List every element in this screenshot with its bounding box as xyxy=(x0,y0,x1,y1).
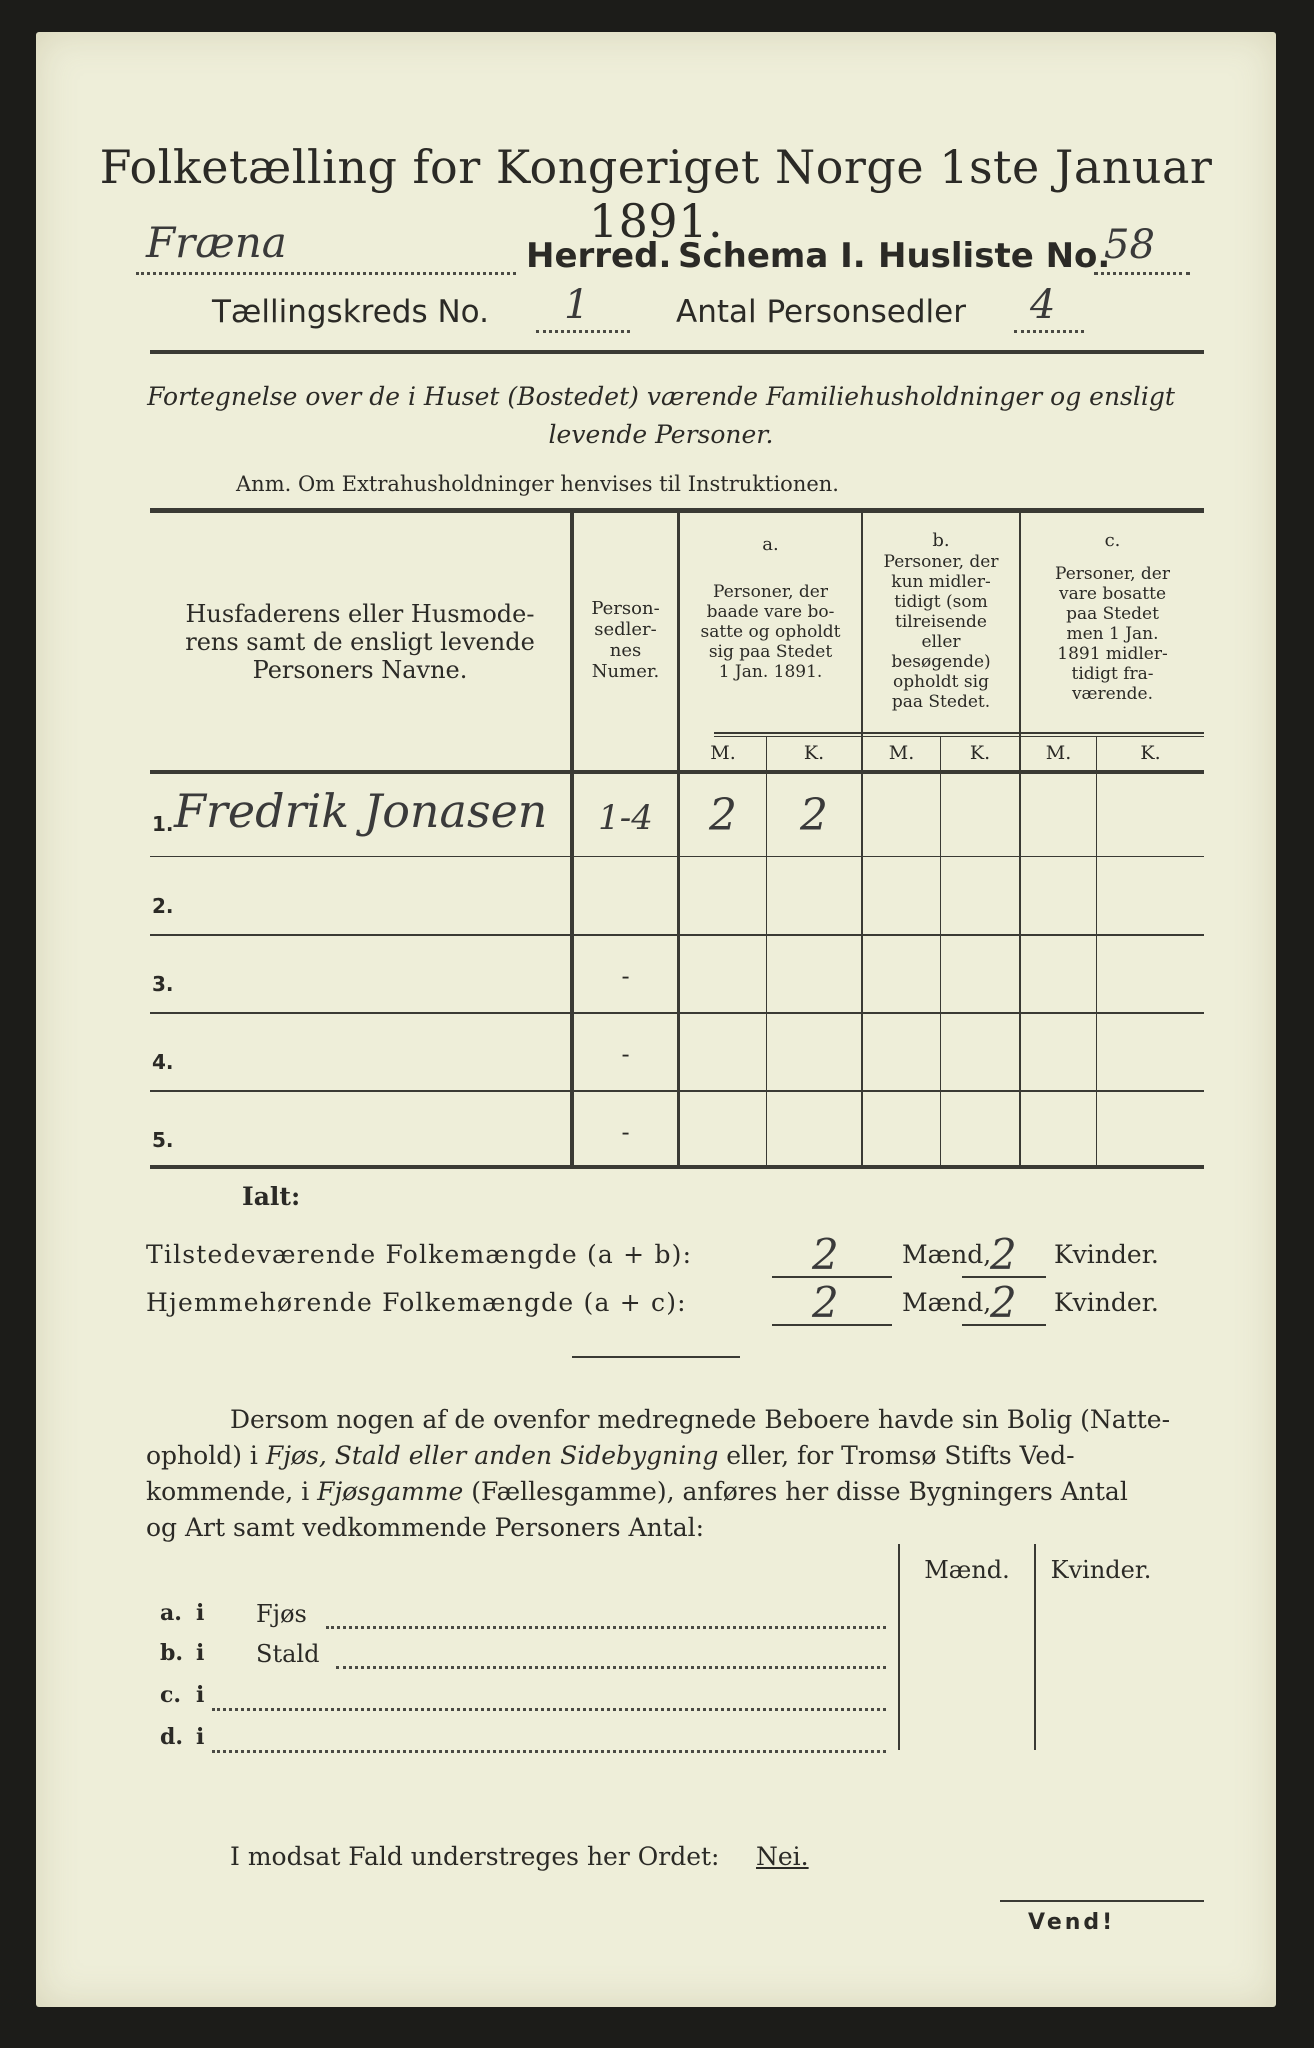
col-a-m: M. xyxy=(710,742,736,764)
tilstede-k-value: 2 xyxy=(990,1230,1017,1279)
table-row: 4. - xyxy=(150,1014,1204,1090)
row-number: - xyxy=(621,1040,630,1068)
col-header-number: Person- sedler- nes Numer. xyxy=(591,598,660,682)
hjemme-kvinder: Kvinder. xyxy=(1054,1288,1159,1317)
anm-note: Anm. Om Extrahusholdninger henvises til Instruktionen. xyxy=(236,472,839,496)
form-title: Folketælling for Kongeriget Norge 1ste Januar 1891. xyxy=(99,140,1213,248)
buildings-maend-header: Mænd. xyxy=(924,1556,1010,1584)
col-c-m: M. xyxy=(1045,742,1072,764)
kreds-value: 1 xyxy=(564,282,590,328)
tilstede-maend: Mænd, xyxy=(902,1240,992,1269)
hjemme-m-field xyxy=(772,1278,892,1327)
schema-label: Schema I. xyxy=(678,236,866,276)
sedler-value: 4 xyxy=(1030,282,1056,328)
tilstede-kvinder: Kvinder. xyxy=(1054,1240,1159,1269)
vend-rule xyxy=(1000,1900,1204,1902)
hjemme-k-value: 2 xyxy=(990,1278,1017,1327)
row-number: - xyxy=(621,962,630,990)
hjemme-m-value: 2 xyxy=(812,1278,839,1327)
tilstede-label: Tilstedeværende Folkemængde (a + b): xyxy=(146,1240,693,1269)
tilstede-m-value: 2 xyxy=(812,1230,839,1279)
hjemme-maend: Mænd, xyxy=(902,1288,992,1317)
col-header-name: Husfaderens eller Husmode- rens samt de ensligt levende Personers Navne. xyxy=(185,600,535,684)
table-row: 5. - xyxy=(150,1092,1204,1165)
buildings-kvinder-header: Kvinder. xyxy=(1050,1556,1152,1584)
hjemme-k-field xyxy=(962,1278,1046,1327)
col-header-c: Personer, der vare bosatte paa Stedet men 1 Jan. 1891 midler- tidigt fra- værende. xyxy=(1055,564,1170,704)
tilstede-m-field xyxy=(772,1230,892,1279)
building-row: d. i xyxy=(156,1724,896,1760)
husliste-field xyxy=(1094,222,1190,275)
divider xyxy=(572,1356,740,1358)
row-number: - xyxy=(621,1118,630,1146)
col-c-letter: c. xyxy=(1104,530,1121,551)
col-b-letter: b. xyxy=(932,530,950,551)
row-a-m: 2 xyxy=(709,790,737,841)
herred-label: Herred. xyxy=(526,236,672,276)
header-rule xyxy=(150,350,1204,354)
sedler-label: Antal Personsedler xyxy=(676,294,966,330)
row-number: 1-4 xyxy=(598,798,653,838)
col-header-b: Personer, der kun midler- tidigt (som tilreisende eller besøgende) opholdt sig paa Stedet. xyxy=(883,552,999,712)
table-row: 1. Fredrik Jonasen 1-4 2 2 xyxy=(150,776,1204,856)
vend-text: Vend! xyxy=(1028,1910,1116,1935)
col-b-m: M. xyxy=(888,742,915,764)
husliste-label: Husliste No. xyxy=(878,236,1111,276)
building-row: b. i Stald xyxy=(156,1640,896,1676)
buildings-table xyxy=(36,1544,1276,1784)
col-header-a: Personer, der baade vare bo- satte og opholdt sig paa Stedet 1 Jan. 1891. xyxy=(700,582,841,682)
herred-value: Fræna xyxy=(146,218,287,267)
table-row: 2. xyxy=(152,894,174,918)
building-row: c. i xyxy=(156,1682,896,1718)
building-row: a. i Fjøs xyxy=(156,1600,896,1636)
kreds-field xyxy=(536,282,630,333)
intro-line-1: Fortegnelse over de i Huset (Bostedet) værende Familiehusholdninger og ensligt xyxy=(147,382,1175,411)
col-c-k: K. xyxy=(1140,742,1161,764)
table-row: 3. - xyxy=(150,936,1204,1012)
herred-field xyxy=(136,218,516,275)
row-name: Fredrik Jonasen xyxy=(174,784,548,838)
col-a-letter: a. xyxy=(762,534,779,555)
row-a-k: 2 xyxy=(800,790,828,841)
tilstede-k-field xyxy=(962,1230,1046,1279)
household-table xyxy=(150,478,1204,1178)
sedler-field xyxy=(1014,282,1084,333)
col-a-k: K. xyxy=(803,742,825,764)
kreds-label: Tællingskreds No. xyxy=(212,294,489,330)
col-b-k: K. xyxy=(969,742,991,764)
intro-line-2: levende Personer. xyxy=(548,420,774,449)
dersom-paragraph: Dersom nogen af de ovenfor medregnede Beboere havde sin Bolig (Natte- ophold) i Fjøs, Stald eller anden Sidebygning eller, for Tromsø Stifts Ved- kommende, i Fjøsgamme (Fællesgamme), anføres her disse Bygningers Antal og Art samt vedkommende Personers Antal: xyxy=(146,1405,1171,1542)
modsat-text: I modsat Fald understreges her Ordet: xyxy=(230,1842,720,1871)
hjemme-label: Hjemmehørende Folkemængde (a + c): xyxy=(146,1288,687,1317)
husliste-value: 58 xyxy=(1104,222,1155,268)
census-form-page xyxy=(36,32,1276,2007)
nei-word: Nei. xyxy=(756,1842,809,1871)
ialt-label: Ialt: xyxy=(242,1182,301,1211)
